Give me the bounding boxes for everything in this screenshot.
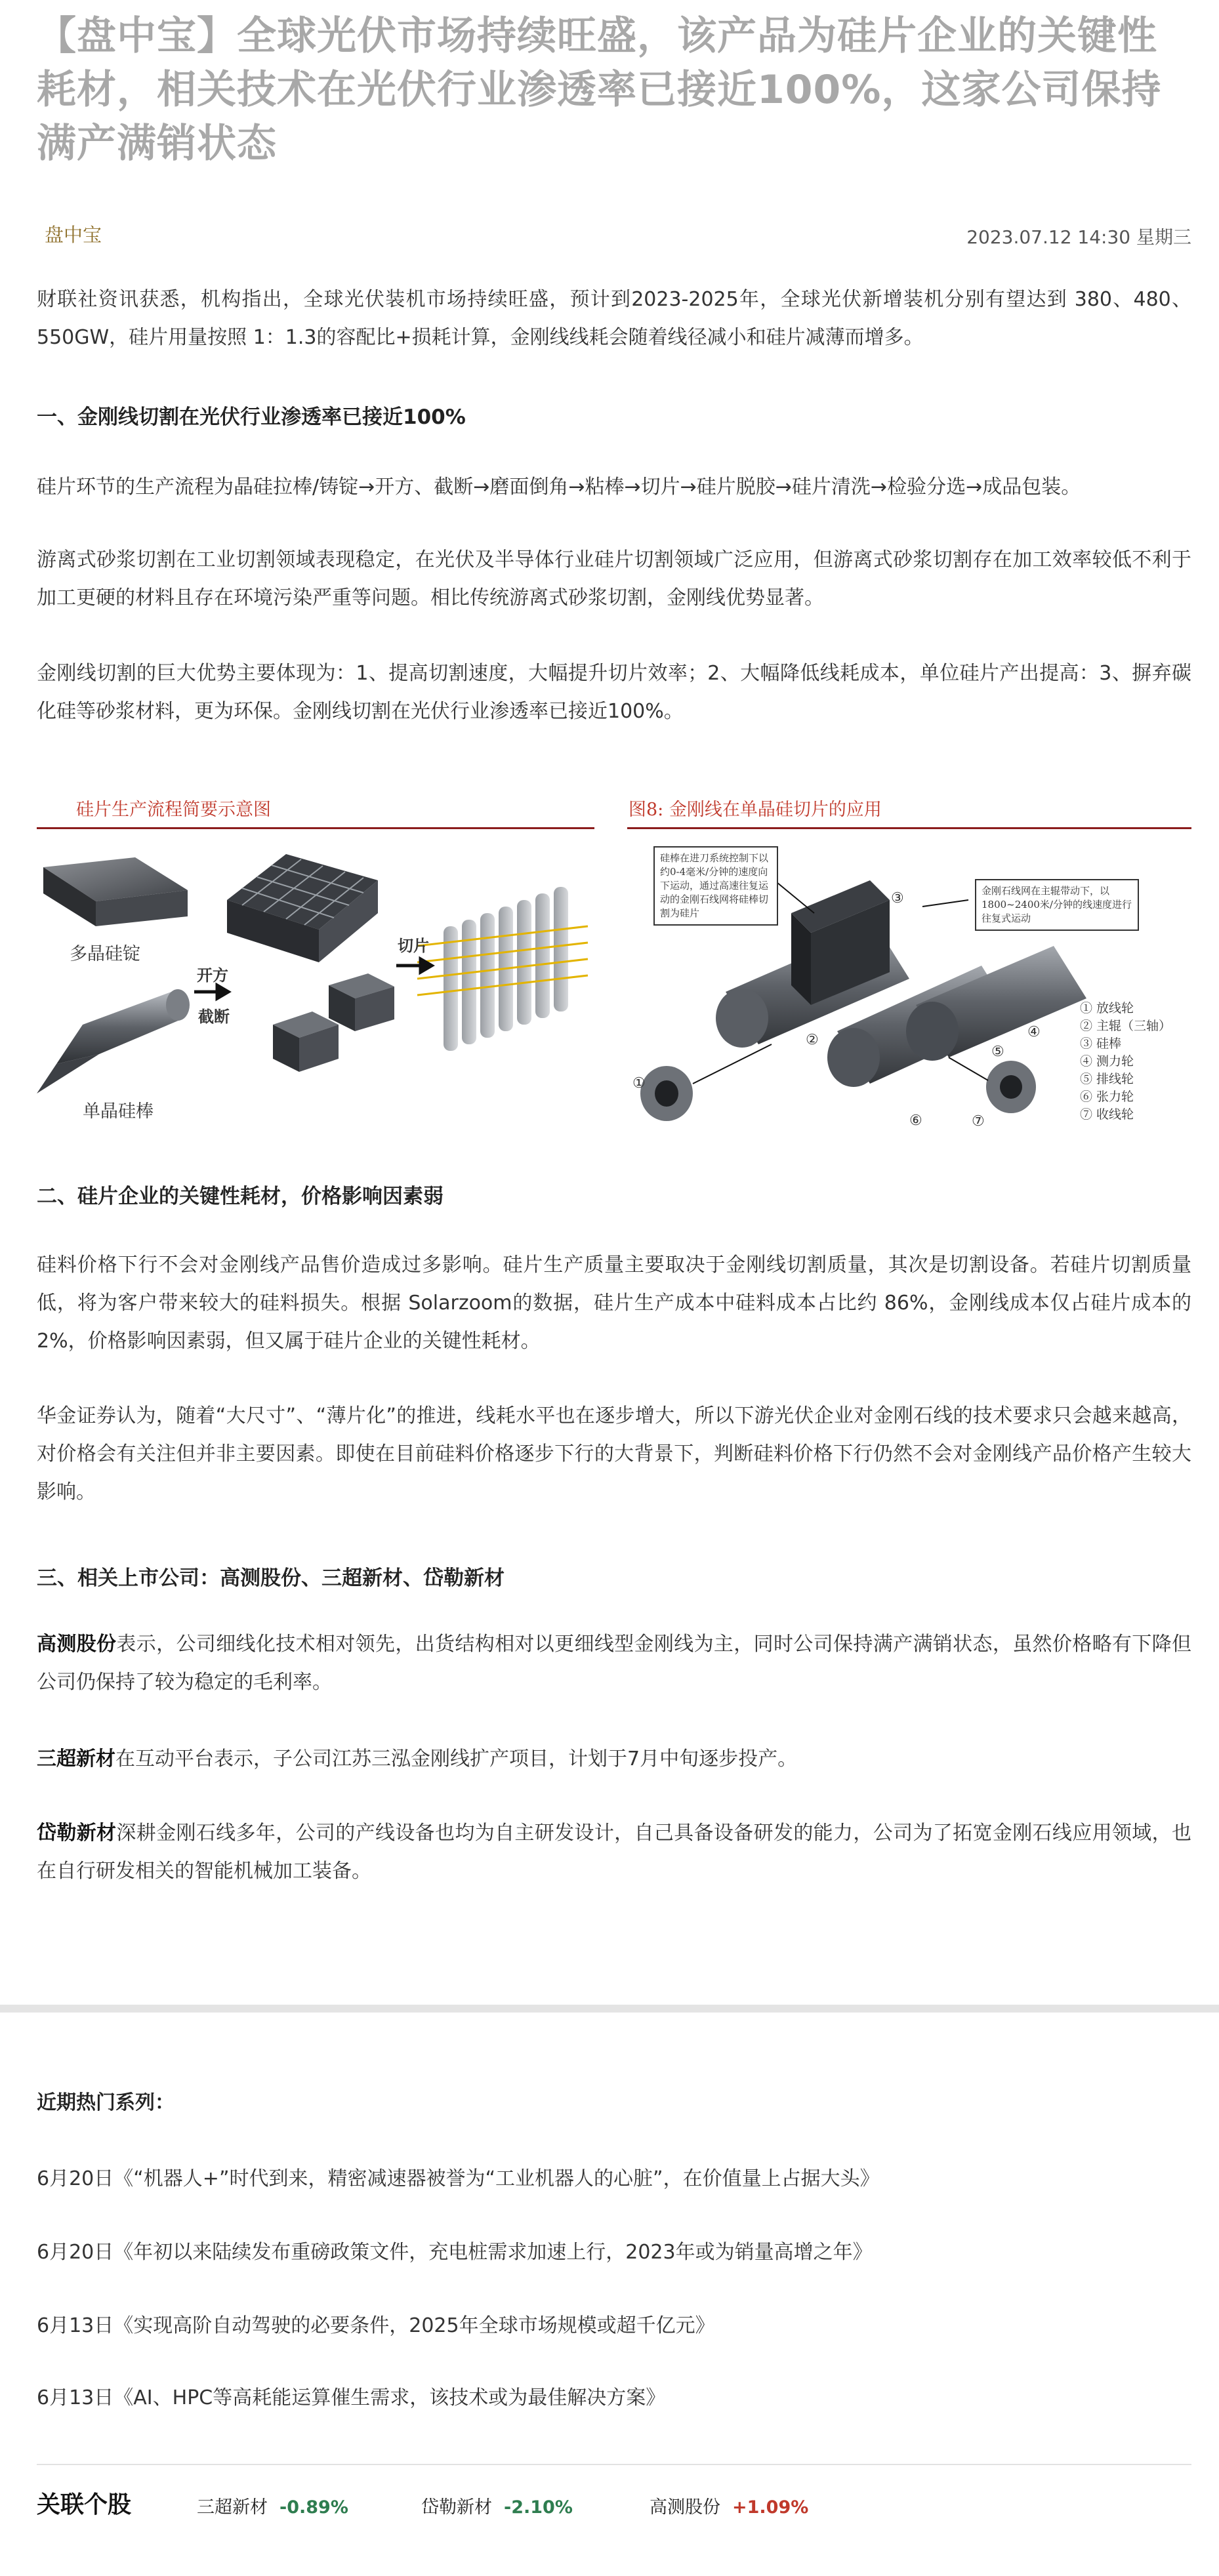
marker-6: ⑥ [909,1113,922,1129]
stock-item-daile[interactable] [421,2493,573,2518]
section1-paragraph-3: 金刚线切割的巨大优势主要体现为：1、提高切割速度，大幅提升切片效率；2、大幅降低线耗成本，单位硅片产出提高：3、摒弃碳化硅等砂浆材料，更为环保。金刚线切割在光伏行业渗透率已接近100%。 [37,662,1191,723]
figure-diamond-wire [627,787,1191,1135]
poly-ingot-icon [43,857,188,926]
marker-3: ③ [891,890,904,907]
legend-item: ⑦ 收线轮 [1080,1107,1134,1122]
callout-wire-speed: 金刚石线网在主辊带动下，以1800~2400米/分钟的线速度进行往复式运动 [975,879,1139,931]
figure-left-illustration [37,828,594,1135]
section1-paragraph-1: 硅片环节的生产流程为晶硅拉棒/铸锭→开方、截断→磨面倒角→粘棒→切片→硅片脱胶→硅片清洗→检验分选→成品包装。 [37,476,1081,499]
hot-series-link[interactable]: 6月20日《年初以来陆续发布重磅政策文件，充电桩需求加速上行，2023年或为销量高增之年》 [37,2241,873,2264]
company-paragraph-sanchao: 三超新材在互动平台表示，子公司江苏三泓金刚线扩产项目，计划于7月中旬逐步投产。 [37,1748,798,1770]
stock-change: -0.89% [279,2497,348,2518]
stock-item-gaoce[interactable] [650,2493,808,2518]
article-title: 【盘中宝】全球光伏市场持续旺盛，该产品为硅片企业的关键性耗材，相关技术在光伏行业渗透率已接近100%，这家公司保持满产满销状态 [37,13,1162,167]
figure-caption-right: 图8: 金刚线在单晶硅切片的应用 [627,787,1191,829]
section-divider [0,2005,1219,2013]
stock-name: 三超新材 [197,2497,268,2518]
related-divider [37,2464,1191,2465]
marker-1: ① [632,1075,646,1092]
section1-paragraph-2: 游离式砂浆切割在工业切割领域表现稳定，在光伏及半导体行业硅片切割领域广泛应用，但游离式砂浆切割存在加工效率较低不利于加工更硬的材料且存在环境污染严重等问题。相比传统游离式砂浆切割，金刚线优势显著。 [37,548,1191,609]
company-name-gaoce[interactable]: 高测股份 [37,1633,117,1656]
section-heading-3: 三、相关上市公司：高测股份、三超新材、岱勒新材 [37,1566,505,1590]
label-qiepian: 切片 [398,936,429,955]
stock-name: 高测股份 [650,2497,720,2518]
stock-change: -2.10% [504,2497,573,2518]
figure-legend [1080,1000,1171,1124]
marker-2: ② [806,1032,819,1048]
stock-item-sanchao[interactable] [197,2493,348,2518]
marker-7: ⑦ [972,1113,985,1130]
stock-change: +1.09% [732,2497,809,2518]
article-source[interactable]: 盘中宝 [45,224,102,246]
label-jieduan: 截断 [198,1007,230,1026]
main-rollers-icon [716,926,1086,1087]
figure-wafer-process [37,787,594,1135]
legend-item: ④ 测力轮 [1080,1054,1134,1069]
section-heading-1: 一、金刚线切割在光伏行业渗透率已接近100% [37,405,466,429]
grid-blocks-icon [227,854,378,962]
intro-paragraph: 财联社资讯获悉，机构指出，全球光伏装机市场持续旺盛，预计到2023-2025年，全球光伏新增装机分别有望达到 380、480、550GW，硅片用量按照 1：1.3的容配比+损耗计算，金刚线线耗会随着线径减小和硅片减薄而增多。 [37,288,1191,349]
article-datetime: 2023.07.12 14:30 星期三 [966,226,1191,248]
callout-rod-feed: 硅棒在进刀系统控制下以约0-4毫米/分钟的速度向下运动，通过高速往复运动的金刚石线网将硅棒切割为硅片 [653,846,778,926]
section2-paragraph-2: 华金证券认为，随着“大尺寸”、“薄片化”的推进，线耗水平也在逐步增大，所以下游光伏企业对金刚石线的技术要求只会越来越高，对价格会有关注但并非主要因素。即使在目前硅料价格逐步下行的大背景下，判断硅料价格下行仍然不会对金刚线产品价格产生较大影响。 [37,1404,1191,1503]
article-meta [37,216,1191,249]
related-stocks [37,2486,1191,2525]
mono-rod-icon [37,989,190,1094]
sliced-wafers-icon [417,887,588,1051]
figure-caption-left: 硅片生产流程简要示意图 [37,787,594,829]
section2-paragraph-1: 硅料价格下行不会对金刚线产品售价造成过多影响。硅片生产质量主要取决于金刚线切割质量，其次是切割设备。若硅片切割质量低，将为客户带来较大的硅料损失。根据 Solarzoom的数据，硅片生产成本中硅料成本占比约 86%，金刚线成本仅占硅片成本的 2%，价格影响因素弱，但又属于硅片企业的关键性耗材。 [37,1254,1191,1353]
legend-item: ① 放线轮 [1080,1001,1134,1015]
arrow-icon [194,959,432,998]
figure-right-illustration [627,828,1191,1135]
hot-series-link[interactable]: 6月20日《“机器人+”时代到来，精密减速器被誉为“工业机器人的心脏”，在价值量上占据大头》 [37,2167,880,2190]
hot-series-link[interactable]: 6月13日《AI、HPC等高耗能运算催生需求，该技术或为最佳解决方案》 [37,2386,666,2409]
wafer-process-diagram [37,828,594,1135]
label-poly-ingot: 多晶硅锭 [70,944,140,964]
stock-name: 岱勒新材 [421,2497,492,2518]
legend-item: ⑤ 排线轮 [1080,1072,1134,1086]
section-heading-2: 二、硅片企业的关键性耗材，价格影响因素弱 [37,1185,444,1208]
related-stocks-title: 关联个股 [37,2491,132,2518]
hot-series-link[interactable]: 6月13日《实现高阶自动驾驶的必要条件，2025年全球市场规模或超千亿元》 [37,2314,715,2337]
marker-5: ⑤ [991,1044,1004,1060]
label-kaifang: 开方 [197,966,228,985]
label-mono-rod: 单晶硅棒 [83,1101,154,1122]
square-rods-icon [273,973,394,1072]
company-name-sanchao[interactable]: 三超新材 [37,1748,115,1770]
hot-series-heading: 近期热门系列： [37,2091,175,2114]
legend-item: ⑥ 张力轮 [1080,1090,1134,1104]
company-name-daile[interactable]: 岱勒新材 [37,1822,117,1845]
marker-4: ④ [1027,1024,1041,1040]
company-paragraph-gaoce: 高测股份表示，公司细线化技术相对领先，出货结构相对以更细线型金刚线为主，同时公司保持满产满销状态，虽然价格略有下降但公司仍保持了较为稳定的毛利率。 [37,1633,1192,1694]
company-paragraph-daile: 岱勒新材深耕金刚石线多年，公司的产线设备也均为自主研发设计，自己具备设备研发的能力，公司为了拓宽金刚石线应用领域，也在自行研发相关的智能机械加工装备。 [37,1822,1192,1883]
legend-item: ③ 硅棒 [1080,1036,1122,1051]
legend-item: ② 主辊（三轴） [1080,1019,1172,1033]
